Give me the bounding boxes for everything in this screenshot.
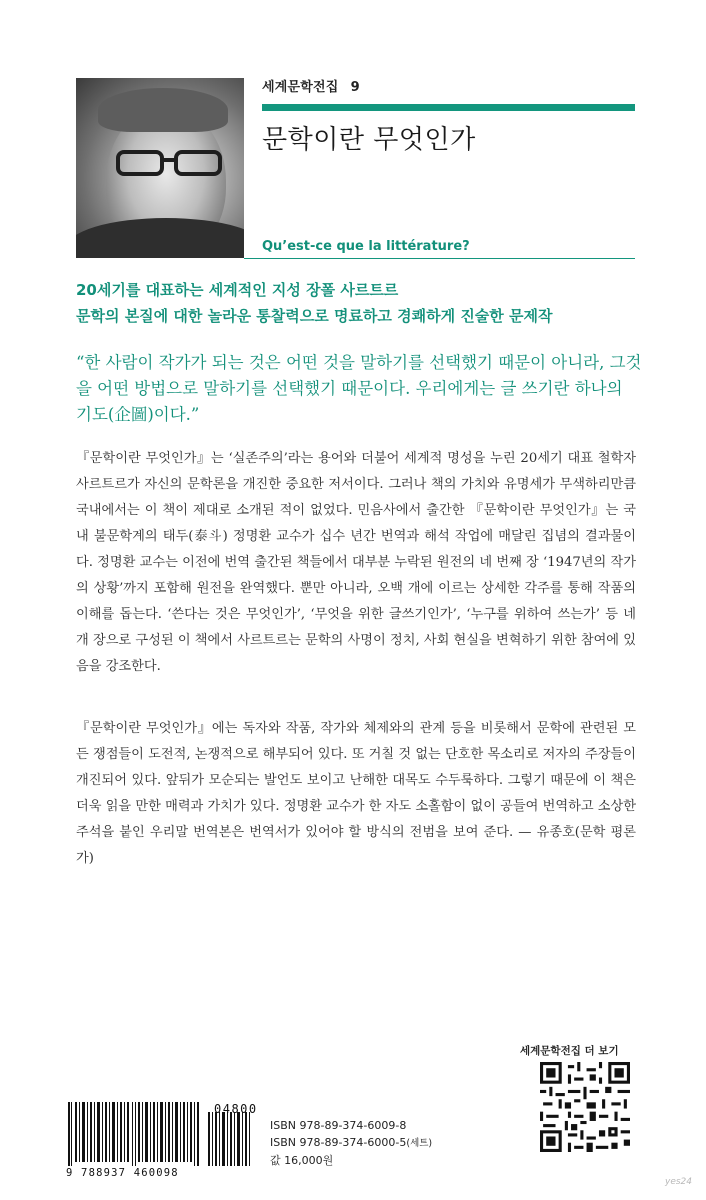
glasses-icon <box>116 148 226 178</box>
author-shoulder <box>76 218 244 258</box>
book-title: 문학이란 무엇인가 <box>262 125 476 155</box>
header-divider <box>244 258 635 259</box>
qr-label: 세계문학전집 더 보기 <box>520 1045 619 1057</box>
tagline <box>76 277 552 329</box>
author-hair <box>98 88 228 132</box>
series-number: 9 <box>350 80 360 95</box>
isbn-line: ISBN 978-89-374-6009-8 <box>270 1119 407 1132</box>
barcode-digits: 9 788937 460098 <box>66 1167 179 1179</box>
series-name: 세계문학전집 <box>262 80 339 95</box>
isbn-block <box>270 1117 432 1169</box>
isbn-set-line <box>270 1134 432 1152</box>
pull-quote: “한 사람이 작가가 되는 것은 어떤 것을 말하기를 선택했기 때문이 아니라, 그것을 어떤 방법으로 말하기를 선택했기 때문이다. 우리에게는 글 쓰기란 하나의 기도(企圖)이다.” <box>76 353 642 424</box>
isbn-line: ISBN 978-89-374-6000-5 <box>270 1136 407 1149</box>
price: 값 16,000원 <box>270 1154 334 1167</box>
series-label <box>262 76 360 95</box>
description-paragraph: 『문학이란 무엇인가』는 ‘실존주의’라는 용어와 더불어 세계적 명성을 누린 20세기 대표 철학자 사르트르가 자신의 문학론을 개진한 중요한 저서이다. 그러나 책의 가치와 유명세가 무색하리만큼 국내에서는 이 책이 제대로 소개된 적이 없었다. 민음사에서 출간한 『문학이란 무엇인가』는 국내 불문학계의 태두(泰斗) 정명환 교수가 십수 년간 번역과 해석 작업에 매달린 집념의 결과물이다. 정명환 교수는 이전에 번역 출간된 책들에서 대부분 누락된 원전의 네 번째 장 ‘1947년의 작가의 상황’까지 포함해 원전을 완역했다. 뿐만 아니라, 오백 개에 이르는 상세한 각주를 통해 작품의 이해를 돕는다. ‘쓴다는 것은 무엇인가’, ‘무엇을 위한 글쓰기인가’, ‘누구를 위하여 쓰는가’ 등 네 개 장으로 구성된 이 책에서 사르트르는 문학의 사명이 정치, 사회 현실을 변혁하기 위한 참여에 있음을 강조한다. <box>76 451 636 674</box>
title-accent-bar <box>262 104 635 111</box>
author-photo <box>76 78 244 258</box>
barcode-price-code: 04800 <box>214 1102 258 1116</box>
review-paragraph: 『문학이란 무엇인가』에는 독자와 작품, 작가와 체제와의 관계 등을 비롯해서 문학에 관련된 모든 쟁점들이 도전적, 논쟁적으로 해부되어 있다. 또 거칠 것 없는 단호한 목소리로 저자의 주장들이 개진되어 있다. 앞뒤가 모순되는 발언도 보이고 난해한 대목도 수두룩하다. 그렇기 때문에 이 책은 더욱 읽을 만한 매력과 가치가 있다. 정명환 교수가 한 자도 소홀함이 없이 공들여 번역하고 소상한 주석을 붙인 우리말 번역본은 번역서가 있어야 할 방식의 전범을 보여 준다. — 유종호(문학 평론가) <box>76 721 636 866</box>
watermark: yes24 <box>665 1177 693 1187</box>
isbn-set-suffix: (세트) <box>406 1138 433 1149</box>
tagline-line: 문학의 본질에 대한 놀라운 통찰력으로 명료하고 경쾌하게 진술한 문제작 <box>76 307 553 325</box>
qr-code-icon[interactable] <box>540 1062 630 1152</box>
tagline-line: 20세기를 대표하는 세계적인 지성 장폴 사르트르 <box>76 281 399 299</box>
original-title: Qu’est-ce que la littérature? <box>262 239 470 254</box>
